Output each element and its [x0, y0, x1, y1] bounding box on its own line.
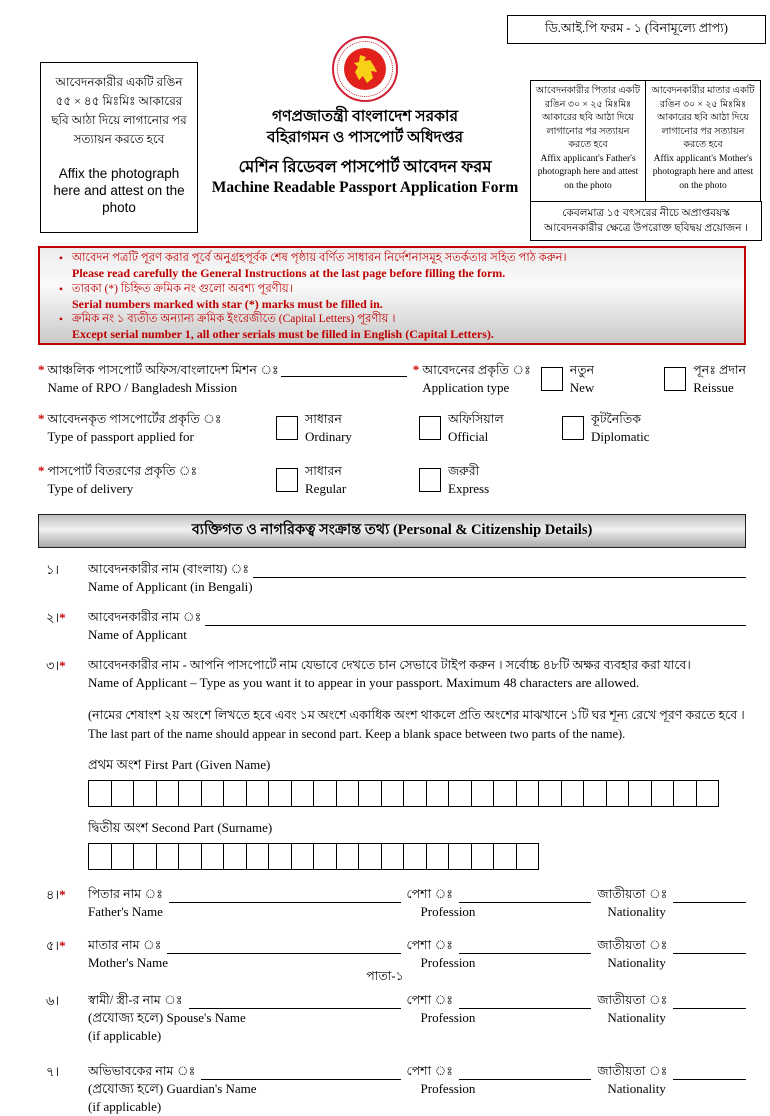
name-character-cell[interactable] — [336, 843, 360, 870]
item-2-applicant-name — [38, 609, 746, 644]
name-character-cell[interactable] — [268, 780, 292, 807]
name-character-cell[interactable] — [561, 780, 585, 807]
name-character-cell[interactable] — [426, 843, 450, 870]
father-photo-box — [530, 80, 646, 202]
name-character-cell[interactable] — [111, 843, 135, 870]
name-character-cell[interactable] — [628, 780, 652, 807]
name-character-cell[interactable] — [471, 780, 495, 807]
name-character-cell[interactable] — [448, 843, 472, 870]
name-character-cell[interactable] — [88, 843, 112, 870]
father-name-label-en: Father's Name — [88, 904, 163, 919]
father-name-input-line[interactable] — [169, 889, 401, 903]
minor-photo-note: কেবলমাত্র ১৫ বৎসরের নীচে অপ্রাপ্তবয়স্ক আবেদনকারীর ক্ষেত্রে উপরোক্ত ছবিদ্বয় প্রয়োজন । — [530, 201, 762, 241]
emblem-red-disc — [344, 48, 386, 90]
applicant-name-label-bn: আবেদনকারীর নাম ঃ — [88, 610, 202, 624]
name-character-cell[interactable] — [696, 780, 720, 807]
item-number: ৫। — [46, 938, 60, 953]
name-character-cell[interactable] — [471, 843, 495, 870]
name-parts-note: (নামের শেষাংশ ২য় অংশে লিখতে হবে এবং ১ম অংশে একাধিক অংশ থাকলে প্রতি অংশের মাঝখানে ১টি ঘর শূন্য রেখে পূরণ করতে হবে । The last part of the name should appear in second part. Keep a blank space between two parts of the name). — [88, 708, 745, 741]
passport-type-label-bn: আবেদনকৃত পাসপোর্টের প্রকৃতি ঃ — [47, 412, 222, 426]
government-name-bn: গণপ্রজাতন্ত্রী বাংলাদেশ সরকার — [271, 108, 459, 125]
spouse-name-label-en: (প্রযোজ্য হলে) Spouse's Name — [88, 1010, 246, 1025]
instruction-2-bn: তারকা (*) চিহ্নিত ক্রমিক নং গুলো অবশ্য পূরণীয়। — [72, 282, 293, 295]
applicant-photo-instruction-bn: আবেদনকারীর একটি রঙিন ৫৫ × ৪৫ মিঃমিঃ আকারের ছবি আঠা দিয়ে লাগানোর পর সত্যায়ন করতে হবে — [51, 75, 187, 146]
diplomatic-label-en: Diplomatic — [591, 429, 650, 444]
instruction-3-bn: ক্রমিক নং ১ ব্যতীত অন্যান্য ক্রমিক ইংরেজীতে (Capital Letters) পূরণীয় । — [72, 313, 396, 325]
spouse-nationality-input-line[interactable] — [673, 995, 746, 1009]
name-character-cell[interactable] — [178, 843, 202, 870]
item-1-applicant-name-bengali — [38, 561, 746, 596]
required-star: * — [59, 887, 66, 902]
name-character-cell[interactable] — [403, 843, 427, 870]
instruction-1-en: Please read carefully the General Instructions at the last page before filling the form. — [72, 266, 506, 280]
new-label-bn: নতুন — [569, 363, 595, 377]
guardian-profession-input-line[interactable] — [459, 1066, 591, 1080]
profession-label-en: Profession — [420, 1081, 476, 1096]
second-part-label: দ্বিতীয় অংশ Second Part (Surname) — [88, 820, 273, 835]
rpo-and-application-type-row — [38, 362, 746, 396]
item-number: ৪। — [46, 887, 60, 902]
diplomatic-label-bn: কূটনৈতিক — [591, 412, 641, 426]
item-6-spouse — [38, 992, 746, 1045]
father-name-label-bn: পিতার নাম ঃ — [88, 887, 163, 901]
bangladesh-map-shape — [352, 54, 378, 84]
name-character-cell[interactable] — [493, 843, 517, 870]
nationality-label-bn: জাতীয়তা ঃ — [597, 887, 668, 901]
passport-type-row — [38, 411, 746, 445]
applicant-name-bn-label: আবেদনকারীর নাম (বাংলায়) ঃ — [88, 562, 249, 576]
name-character-cell[interactable] — [673, 780, 697, 807]
guardian-name-label-bn: অভিভাবকের নাম ঃ — [88, 1064, 196, 1078]
name-character-cell[interactable] — [493, 780, 517, 807]
nationality-label-en: Nationality — [607, 1010, 666, 1025]
profession-label-en: Profession — [420, 904, 476, 919]
form-body — [38, 360, 746, 1116]
profession-label-bn: পেশা ঃ — [406, 1064, 453, 1078]
profession-label-en: Profession — [420, 955, 476, 970]
item-number: ৩। — [46, 658, 60, 673]
new-label-en: New — [569, 380, 595, 395]
name-character-cell[interactable] — [156, 780, 180, 807]
guardian-nationality-input-line[interactable] — [673, 1066, 746, 1080]
profession-label-bn: পেশা ঃ — [406, 938, 453, 952]
nationality-label-bn: জাতীয়তা ঃ — [597, 938, 668, 952]
given-name-character-grid — [88, 780, 746, 807]
name-character-cell[interactable] — [381, 843, 405, 870]
regular-label-bn: সাধারন — [305, 464, 342, 478]
new-checkbox[interactable] — [541, 367, 563, 391]
item-number: ২। — [46, 610, 60, 625]
delivery-type-label-en: Type of delivery — [47, 481, 134, 496]
name-character-cell[interactable] — [111, 780, 135, 807]
name-character-cell[interactable] — [246, 843, 270, 870]
applicant-name-label-en: Name of Applicant — [88, 627, 187, 642]
name-character-cell[interactable] — [246, 780, 270, 807]
name-character-cell[interactable] — [223, 843, 247, 870]
section-header-personal-citizenship: ব্যক্তিগত ও নাগরিকত্ব সংক্রান্ত তথ্য (Personal & Citizenship Details) — [38, 514, 746, 548]
delivery-option-regular — [276, 463, 419, 497]
name-character-cell[interactable] — [381, 780, 405, 807]
applicant-name-bn-input-line[interactable] — [253, 564, 746, 578]
applicant-name-bn-label-en: Name of Applicant (in Bengali) — [88, 579, 253, 594]
nationality-label-en: Nationality — [607, 1081, 666, 1096]
surname-character-grid — [88, 843, 746, 870]
ordinary-label-en: Ordinary — [305, 429, 352, 444]
instruction-3-en: Except serial number 1, all other serials must be filled in English (Capital Letters). — [72, 327, 494, 341]
name-character-cell[interactable] — [88, 780, 112, 807]
mother-name-input-line[interactable] — [167, 940, 400, 954]
bullet-icon: • — [58, 312, 64, 326]
form-number-box — [507, 15, 766, 44]
required-star: * — [38, 463, 45, 478]
name-character-cell[interactable] — [156, 843, 180, 870]
item-3-passport-name — [38, 657, 746, 870]
mother-photo-instruction-en: Affix applicant's Mother's photograph here and attest on the photo — [652, 153, 754, 191]
spouse-if-applicable: (if applicable) — [88, 1028, 162, 1043]
diplomatic-checkbox[interactable] — [562, 416, 584, 440]
required-star: * — [412, 362, 420, 377]
official-label-en: Official — [448, 429, 489, 444]
father-photo-instruction-bn: আবেদনকারীর পিতার একটি রঙিন ৩০ × ২৫ মিঃমিঃ আকারের ছবি আঠা দিয়ে লাগানোর পর সত্যায়ন করতে হবে — [535, 86, 641, 150]
profession-label-en: Profession — [420, 1010, 476, 1025]
application-type-option-reissue — [664, 362, 746, 396]
parent-photo-boxes — [530, 80, 762, 241]
name-character-cell[interactable] — [426, 780, 450, 807]
applicant-name-input-line[interactable] — [205, 612, 746, 626]
official-label-bn: অফিসিয়াল — [448, 412, 504, 426]
form-header — [200, 36, 530, 198]
bangladesh-government-emblem-icon — [332, 36, 398, 102]
father-nationality-input-line[interactable] — [673, 889, 746, 903]
instruction-item — [50, 312, 736, 343]
name-character-cell[interactable] — [291, 780, 315, 807]
profession-label-bn: পেশা ঃ — [406, 887, 453, 901]
regular-checkbox[interactable] — [276, 468, 298, 492]
name-character-cell[interactable] — [583, 780, 607, 807]
nationality-label-bn: জাতীয়তা ঃ — [597, 1064, 668, 1078]
item-5-mother — [38, 937, 746, 972]
name-character-cell[interactable] — [336, 780, 360, 807]
delivery-option-express — [419, 463, 489, 497]
nationality-label-bn: জাতীয়তা ঃ — [597, 993, 668, 1007]
official-checkbox[interactable] — [419, 416, 441, 440]
reissue-checkbox[interactable] — [664, 367, 686, 391]
name-character-cell[interactable] — [538, 780, 562, 807]
name-character-cell[interactable] — [268, 843, 292, 870]
name-character-cell[interactable] — [516, 843, 540, 870]
instruction-1-bn: আবেদন পত্রটি পূরণ করার পূর্বে অনুগ্রহপূর্বক শেষ পৃষ্ঠায় বর্ণিত সাধারন নির্দেশনাসমূহ সতর্কতার সহিত পাঠ করুন। — [72, 252, 567, 264]
rpo-label-en: Name of RPO / Bangladesh Mission — [47, 380, 238, 395]
department-name-bn: বহিরাগমন ও পাসপোর্ট অধিদপ্তর — [266, 129, 464, 146]
passport-name-instruction-en: Name of Applicant – Type as you want it to appear in your passport. Maximum 48 characters are allowed. — [88, 675, 640, 690]
name-character-cell[interactable] — [358, 780, 382, 807]
required-star: * — [59, 610, 66, 625]
passport-type-option-diplomatic — [562, 411, 650, 445]
name-character-cell[interactable] — [313, 843, 337, 870]
mother-nationality-input-line[interactable] — [673, 940, 746, 954]
name-character-cell[interactable] — [403, 780, 427, 807]
required-star: * — [59, 658, 66, 673]
form-title-bn: মেশিন রিডেবল পাসপোর্ট আবেদন ফরম — [238, 157, 492, 176]
name-character-cell[interactable] — [223, 780, 247, 807]
spouse-name-label-bn: স্বামী/ স্ত্রী-র নাম ঃ — [88, 993, 183, 1007]
instruction-item — [50, 282, 736, 313]
application-type-option-new — [541, 362, 665, 396]
mother-profession-input-line[interactable] — [459, 940, 591, 954]
rpo-label-bn: আঞ্চলিক পাসপোর্ট অফিস/বাংলাদেশ মিশন ঃ — [47, 363, 279, 377]
name-character-cell[interactable] — [291, 843, 315, 870]
name-character-cell[interactable] — [651, 780, 675, 807]
guardian-name-input-line[interactable] — [201, 1066, 400, 1080]
mother-photo-box — [645, 80, 761, 202]
name-character-cell[interactable] — [358, 843, 382, 870]
name-character-cell[interactable] — [448, 780, 472, 807]
passport-type-option-ordinary — [276, 411, 419, 445]
item-number: ১। — [46, 562, 60, 577]
spouse-name-input-line[interactable] — [189, 995, 401, 1009]
delivery-type-label-bn: পাসপোর্ট বিতরণের প্রকৃতি ঃ — [47, 464, 198, 478]
name-character-cell[interactable] — [133, 780, 157, 807]
name-character-cell[interactable] — [606, 780, 630, 807]
passport-type-option-official — [419, 411, 562, 445]
nationality-label-en: Nationality — [607, 904, 666, 919]
bullet-icon: • — [58, 251, 64, 265]
guardian-name-label-en: (প্রযোজ্য হলে) Guardian's Name — [88, 1081, 257, 1096]
required-star: * — [59, 938, 66, 953]
name-character-cell[interactable] — [201, 780, 225, 807]
express-label-bn: জরুরী — [448, 464, 480, 478]
delivery-type-row — [38, 463, 746, 497]
required-star: * — [38, 362, 45, 377]
father-photo-instruction-en: Affix applicant's Father's photograph here and attest on the photo — [537, 153, 639, 191]
ordinary-checkbox[interactable] — [276, 416, 298, 440]
mother-name-label-bn: মাতার নাম ঃ — [88, 938, 162, 952]
applicant-photo-box — [40, 62, 198, 233]
express-checkbox[interactable] — [419, 468, 441, 492]
reissue-label-bn: পূনঃ প্রদান — [693, 363, 746, 377]
general-instructions-box — [38, 246, 746, 345]
applicant-photo-instruction-en: Affix the photograph here and attest on the photo — [53, 166, 185, 215]
passport-name-instruction-bn: আবেদনকারীর নাম - আপনি পাসপোর্টে নাম যেভাবে দেখতে চান সেভাবে টাইপ করুন । সর্বোচ্চ ৪৮টি অক্ষর ব্যবহার করা যাবে। — [88, 658, 691, 672]
spouse-profession-input-line[interactable] — [459, 995, 591, 1009]
passport-type-label-en: Type of passport applied for — [47, 429, 194, 444]
name-character-cell[interactable] — [313, 780, 337, 807]
required-star: * — [38, 411, 45, 426]
name-character-cell[interactable] — [133, 843, 157, 870]
mother-photo-instruction-bn: আবেদনকারীর মাতার একটি রঙিন ৩০ × ২৫ মিঃমিঃ আকারের ছবি আঠা দিয়ে লাগানোর পর সত্যায়ন করতে হবে — [651, 86, 755, 150]
name-character-cell[interactable] — [516, 780, 540, 807]
application-type-label-en: Application type — [422, 380, 510, 395]
nationality-label-en: Nationality — [607, 955, 666, 970]
first-part-label: প্রথম অংশ First Part (Given Name) — [88, 757, 271, 772]
guardian-if-applicable: (if applicable) — [88, 1099, 162, 1114]
form-title-en: Machine Readable Passport Application Form — [211, 179, 519, 196]
ordinary-label-bn: সাধারন — [305, 412, 342, 426]
page-number: পাতা-১ — [366, 969, 404, 983]
profession-label-bn: পেশা ঃ — [406, 993, 453, 1007]
express-label-en: Express — [448, 481, 490, 496]
reissue-label-en: Reissue — [693, 380, 734, 395]
instruction-2-en: Serial numbers marked with star (*) marks must be filled in. — [72, 296, 383, 311]
regular-label-en: Regular — [305, 481, 347, 496]
rpo-input-line[interactable] — [281, 376, 407, 377]
name-character-cell[interactable] — [201, 843, 225, 870]
father-profession-input-line[interactable] — [459, 889, 591, 903]
bullet-icon: • — [58, 281, 64, 296]
instruction-item — [50, 251, 736, 282]
name-character-cell[interactable] — [178, 780, 202, 807]
mother-name-label-en: Mother's Name — [88, 955, 168, 970]
application-type-label-bn: আবেদনের প্রকৃতি ঃ — [422, 363, 531, 377]
item-7-guardian — [38, 1063, 746, 1116]
form-number-text: ডি.আই.পি ফরম - ১ (বিনামূল্যে প্রাপ্য) — [545, 20, 728, 35]
item-4-father — [38, 886, 746, 921]
item-number: ৭। — [46, 1064, 60, 1079]
item-number: ৬। — [46, 993, 60, 1008]
